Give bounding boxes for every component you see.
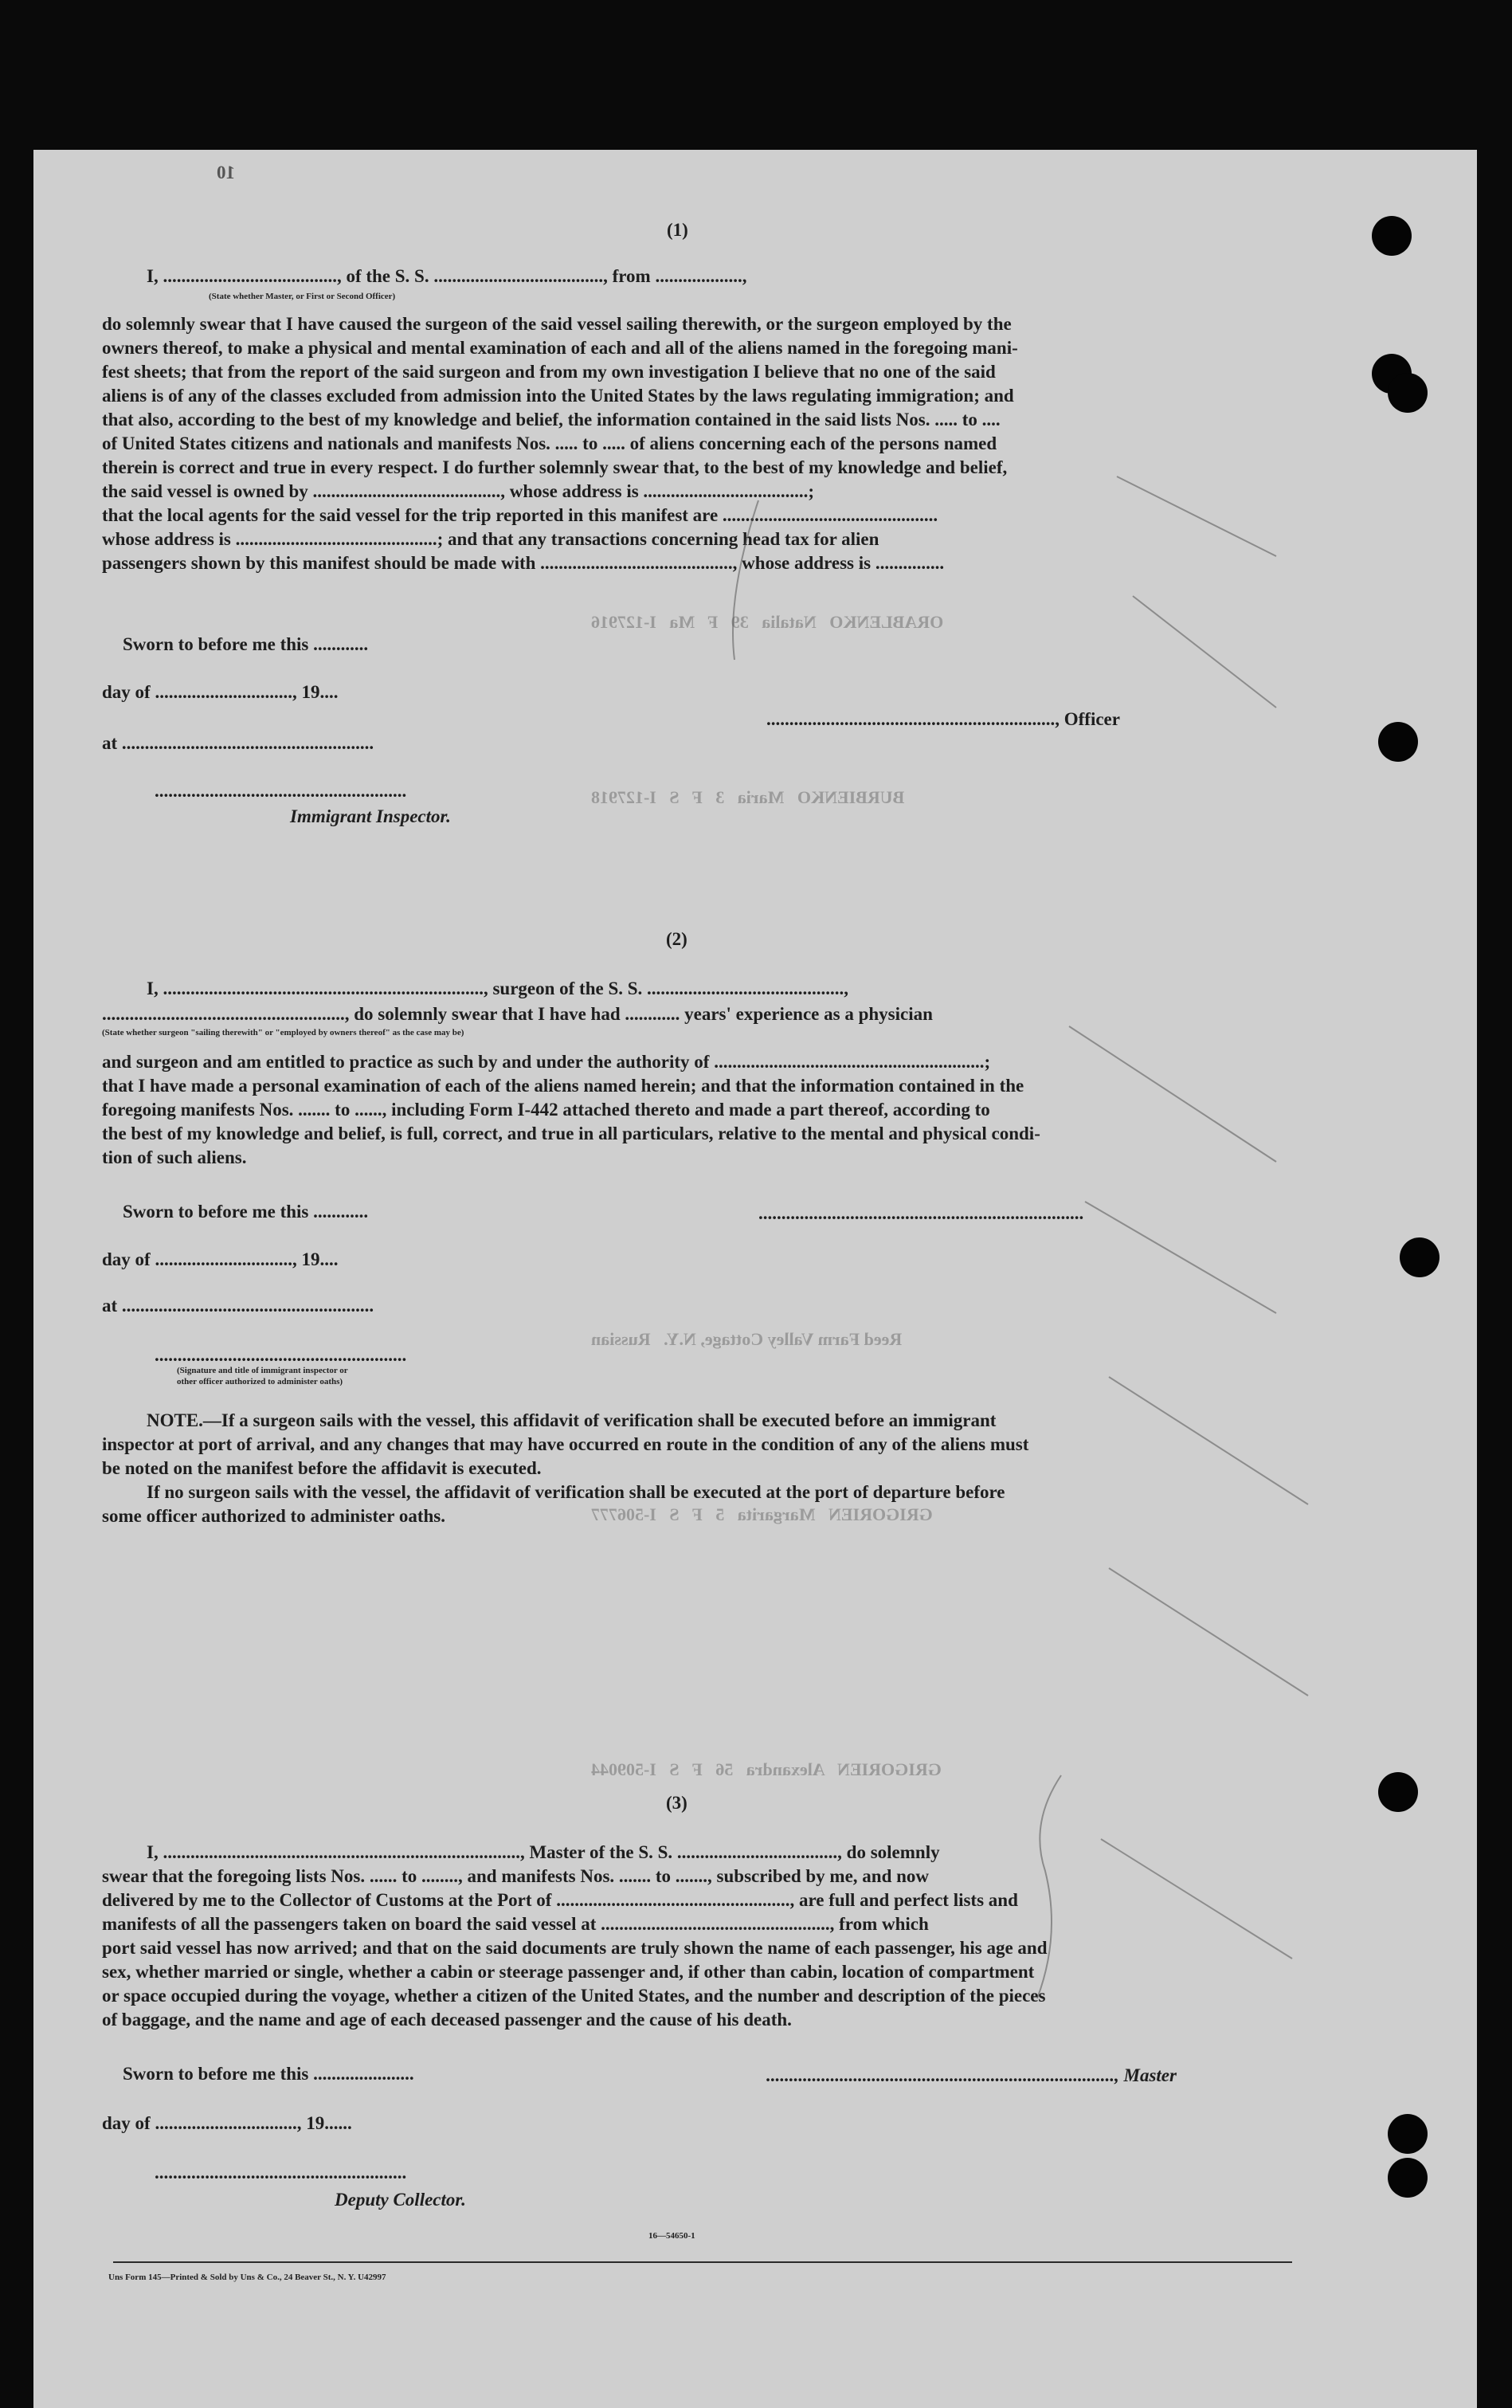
oath-line: aliens is of any of the classes excluded from admission into the United States by the laws regulating immigration; and — [102, 386, 1014, 406]
bleed-through-text: GRIGORIEN Margarita 5 F S I-506777 — [591, 1504, 933, 1524]
oath-line: ....................................................., do solemnly swear that I have had ............ years' experience as a physician — [102, 1004, 933, 1024]
punch-hole — [1388, 2114, 1428, 2154]
oath-line: foregoing manifests Nos. ....... to ......, including Form I-442 attached thereto and made a part thereof, according to — [102, 1100, 990, 1120]
surgeon-note: (State whether surgeon "sailing therewith" or "employed by owners thereof" as the case may be) — [102, 1028, 464, 1037]
bleed-through-text: GRIGORIEN Alexandra 56 F S I-509044 — [591, 1759, 942, 1779]
punch-hole — [1378, 1772, 1418, 1812]
note-line: inspector at port of arrival, and any changes that may have occurred en route in the condition of any of the aliens must — [102, 1434, 1029, 1454]
punch-hole — [1378, 722, 1418, 762]
oath-line: I, ......................................................................, surgeon of the S. S. ..........................................., — [147, 978, 849, 998]
punch-hole — [1372, 216, 1412, 256]
footer-rule — [113, 2261, 1292, 2263]
oath-line: or space occupied during the voyage, whether a citizen of the United States, and the number and description of the pieces — [102, 1986, 1046, 2006]
bleed-through-text: ORABLENKO Natalia 39 F Ma I-127916 — [591, 612, 944, 632]
punch-hole — [1388, 2158, 1428, 2198]
printer-line: Uns Form 145—Printed & Sold by Uns & Co., 24 Beaver St., N. Y. U42997 — [108, 2273, 386, 2282]
oath-line: delivered by me to the Collector of Customs at the Port of ..................................................., are full and perfect lists and — [102, 1890, 1018, 1910]
oath-line: that also, according to the best of my knowledge and belief, the information contained in the said lists Nos. ..... to .... — [102, 410, 1001, 429]
bleed-through-text: BURBIENKO Maria 3 F S I-127918 — [591, 787, 905, 807]
signature-note: other officer authorized to administer oaths) — [177, 1377, 343, 1386]
punch-hole — [1400, 1237, 1440, 1277]
bleed-through-text: Reed Farm Valley Cottage, N.Y. Russian — [591, 1329, 903, 1349]
oath-line: port said vessel has now arrived; and that on the said documents are truly shown the name of each passenger, his age and — [102, 1938, 1048, 1958]
oath-line: manifests of all the passengers taken on board the said vessel at .................................................., from which — [102, 1914, 929, 1934]
oath-line: tion of such aliens. — [102, 1147, 247, 1167]
day-line: day of .............................., 19.... — [102, 1249, 339, 1269]
oath-line: passengers shown by this manifest should be made with .........................................., whose address is ............... — [102, 553, 945, 573]
manifest-page — [33, 150, 1477, 2408]
signature-line: ....................................................... — [155, 2163, 407, 2182]
oath-line: therein is correct and true in every respect. I do further solemnly swear that, to the best of my knowledge and belief, — [102, 457, 1008, 477]
note-line: some officer authorized to administer oaths. — [102, 1506, 445, 1526]
inspector-label: Immigrant Inspector. — [290, 806, 451, 826]
oath-line: whose address is ............................................; and that any transactions concerning head tax for alien — [102, 529, 879, 549]
section-number: (2) — [666, 929, 687, 949]
day-line: day of .............................., 19.... — [102, 682, 339, 702]
sworn-line: Sworn to before me this ...................... — [123, 2064, 414, 2084]
day-line: day of ..............................., 19...... — [102, 2113, 352, 2133]
note-line: NOTE.—If a surgeon sails with the vessel, this affidavit of verification shall be executed before an immigrant — [147, 1410, 997, 1430]
master-signature-line: ............................................................................, Master — [766, 2065, 1177, 2085]
signature-note: (Signature and title of immigrant inspector or — [177, 1366, 348, 1375]
form-number: 16—54650-1 — [648, 2231, 695, 2241]
signature-line: ....................................................... — [155, 781, 407, 801]
officer-signature-line: ..............................................................., Officer — [766, 709, 1120, 729]
oath-line: the best of my knowledge and belief, is full, correct, and true in all particulars, relative to the mental and physical condi- — [102, 1124, 1040, 1143]
signature-line: ....................................................... — [155, 1345, 407, 1365]
surgeon-signature-line: ....................................................................... — [758, 1203, 1084, 1223]
oath-line: I, ......................................, of the S. S. ....................................., from ..................., — [147, 266, 747, 286]
oath-line: that I have made a personal examination of each of the aliens named herein; and that the information contained in the — [102, 1076, 1024, 1096]
sworn-line: Sworn to before me this ............ — [123, 1202, 369, 1222]
corner-number: 10 — [217, 163, 235, 182]
section-number: (3) — [666, 1793, 687, 1813]
oath-line: swear that the foregoing lists Nos. ...... to ........, and manifests Nos. ....... to ......., subscribed by me, and now — [102, 1866, 930, 1886]
at-line: at ....................................................... — [102, 1296, 374, 1316]
collector-label: Deputy Collector. — [335, 2190, 466, 2210]
oath-line: I, .............................................................................., Master of the S. S. ..................................., do solemnly — [147, 1842, 940, 1862]
oath-line: sex, whether married or single, whether a cabin or steerage passenger and, if other than cabin, location of compartment — [102, 1962, 1035, 1982]
note-line: If no surgeon sails with the vessel, the affidavit of verification shall be executed at the port of departure before — [147, 1482, 1005, 1502]
note-line: be noted on the manifest before the affidavit is executed. — [102, 1458, 542, 1478]
oath-line: owners thereof, to make a physical and mental examination of each and all of the aliens named in the foregoing mani- — [102, 338, 1018, 358]
punch-hole — [1388, 373, 1428, 413]
oath-line: and surgeon and am entitled to practice as such by and under the authority of ...........................................................; — [102, 1052, 991, 1072]
oath-line: fest sheets; that from the report of the said surgeon and from my own investigation I believe that no one of the said — [102, 362, 996, 382]
oath-line: do solemnly swear that I have caused the surgeon of the said vessel sailing therewith, or the surgeon employed by the — [102, 314, 1012, 334]
officer-note: (State whether Master, or First or Second Officer) — [209, 292, 396, 301]
sworn-line: Sworn to before me this ............ — [123, 634, 369, 654]
oath-line: that the local agents for the said vessel for the trip reported in this manifest are ............................................... — [102, 505, 938, 525]
at-line: at ....................................................... — [102, 733, 374, 753]
oath-line: of baggage, and the name and age of each deceased passenger and the cause of his death. — [102, 2010, 792, 2030]
oath-line: the said vessel is owned by ........................................., whose address is ....................................; — [102, 481, 815, 501]
oath-line: of United States citizens and nationals and manifests Nos. ..... to ..... of aliens concerning each of the persons named — [102, 433, 997, 453]
section-number: (1) — [667, 220, 688, 240]
